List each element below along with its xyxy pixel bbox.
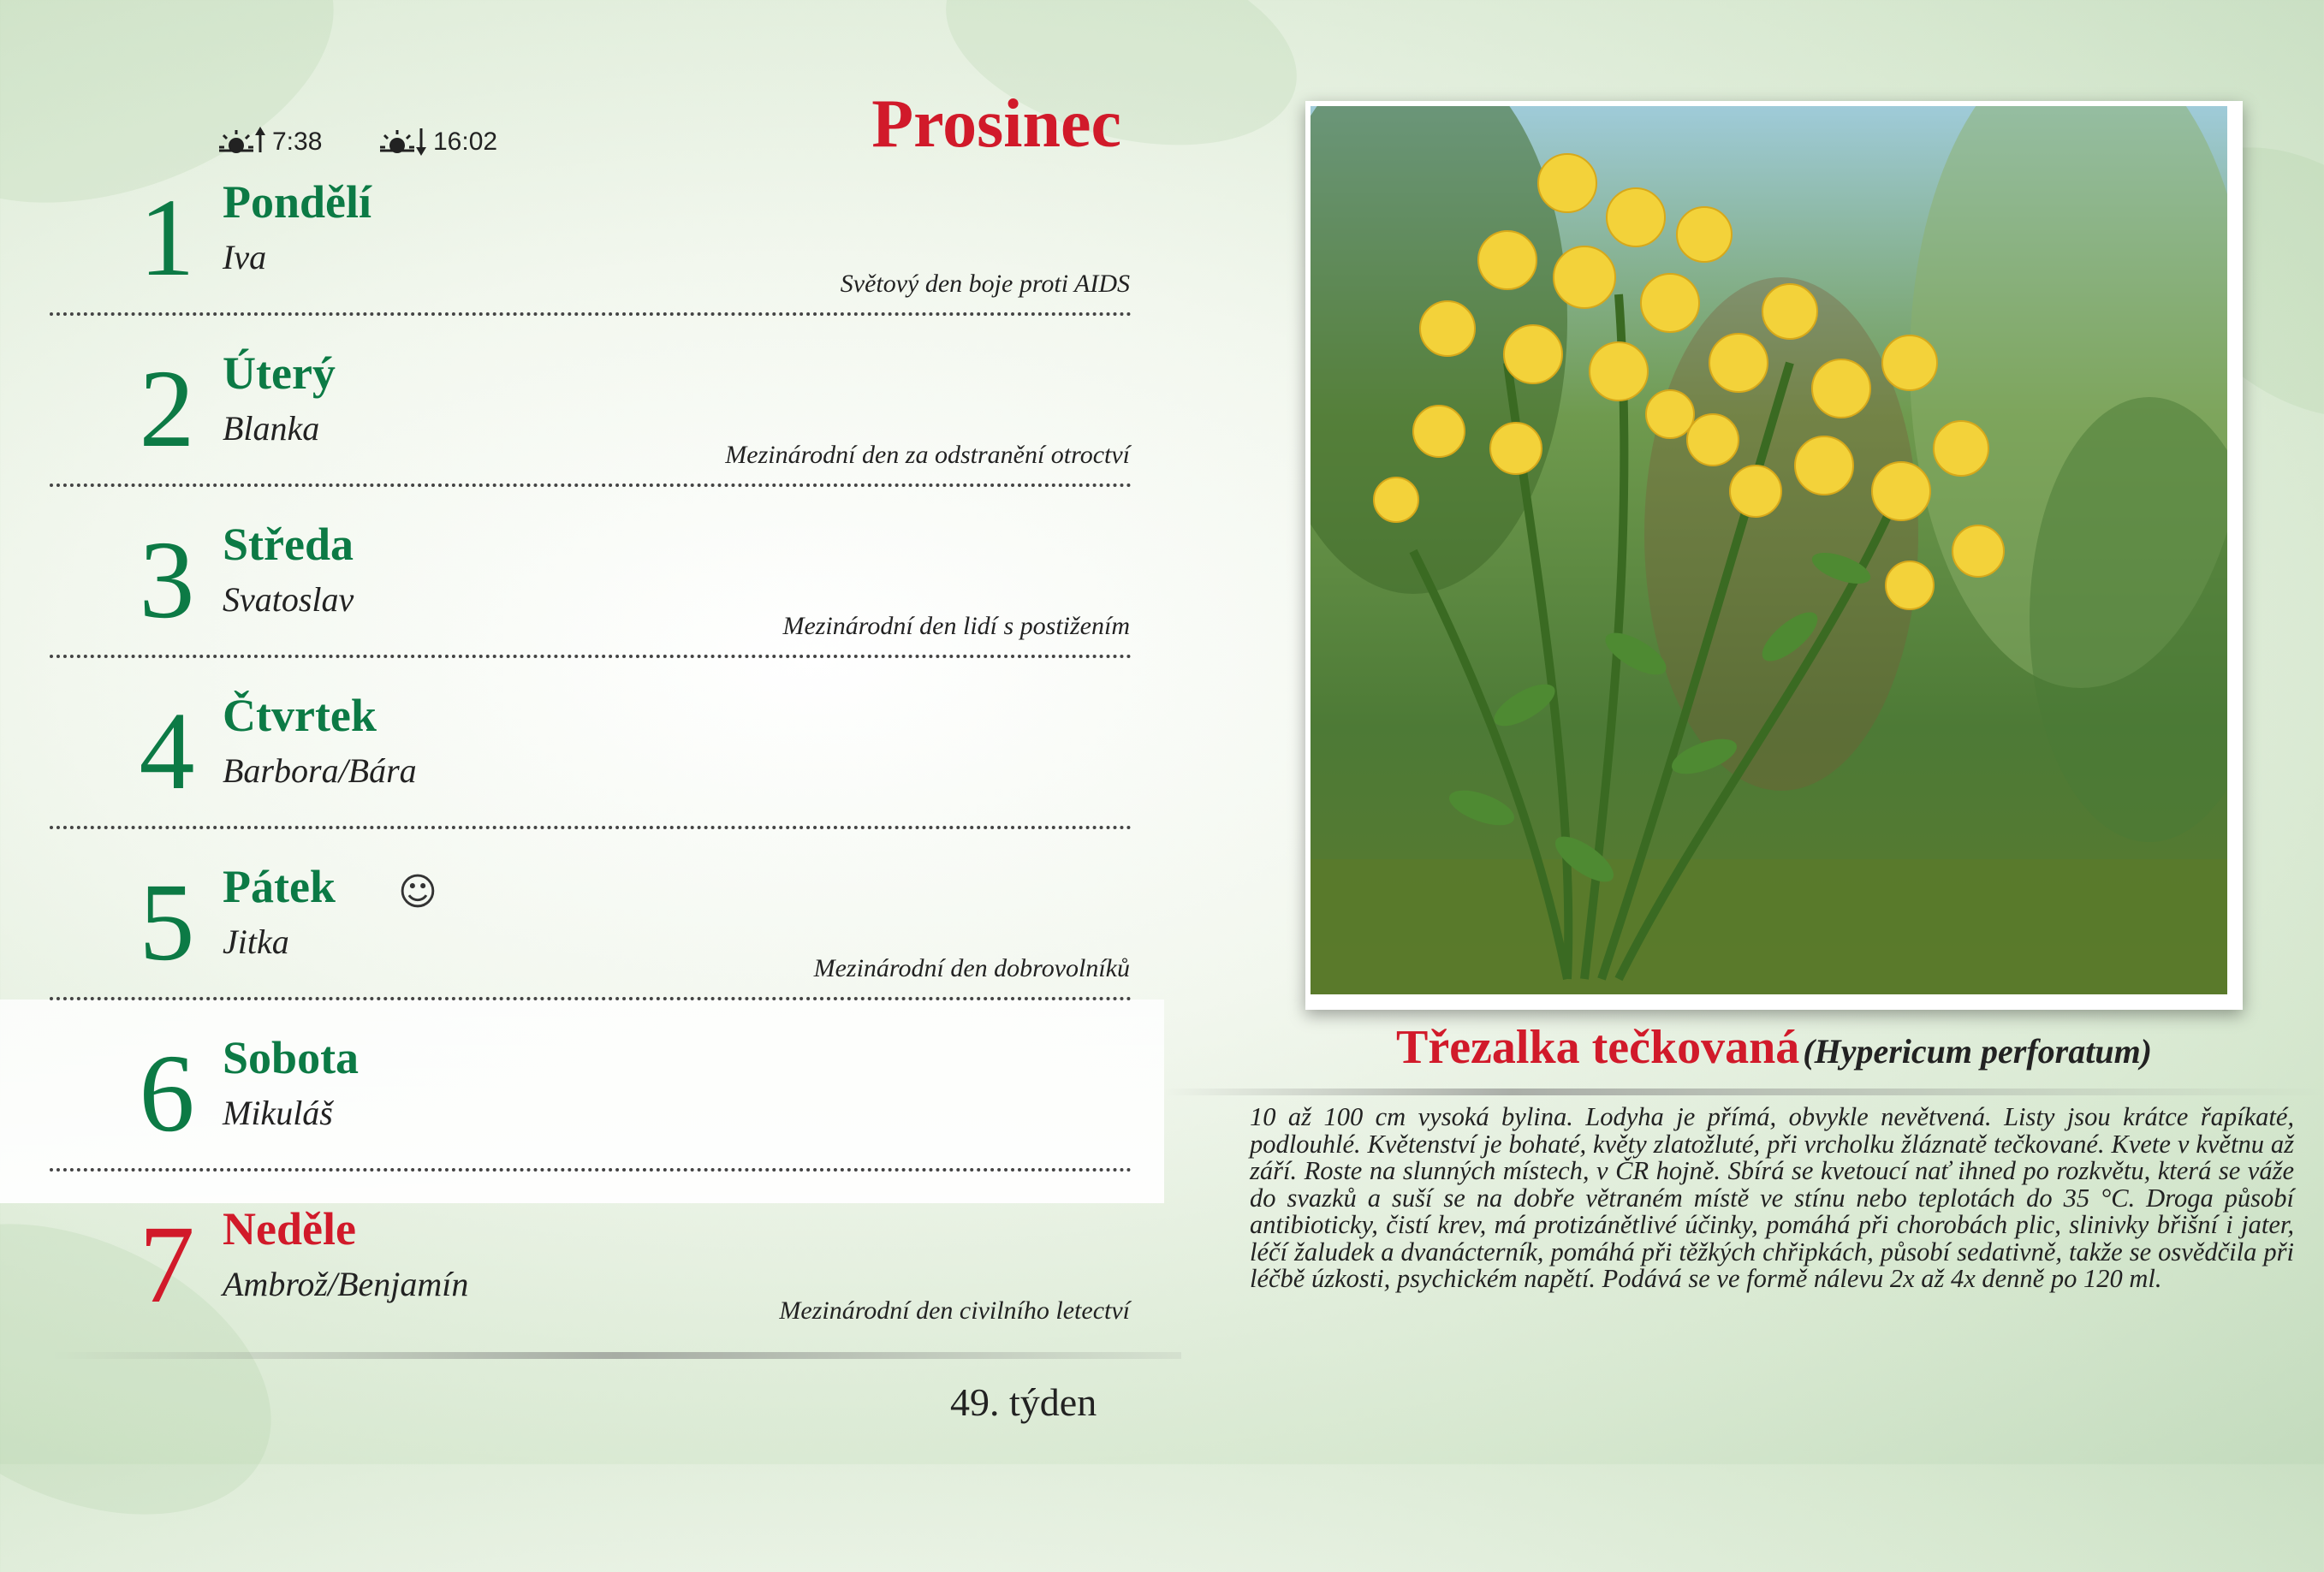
- smiley-icon: ☺: [398, 870, 437, 914]
- dotted-divider: [50, 655, 1132, 658]
- month-title: Prosinec: [871, 86, 1121, 162]
- day-entry: [120, 1031, 1130, 1202]
- name-day: Iva: [223, 238, 267, 276]
- event-note: Mezinárodní den za odstranění otroctví: [725, 441, 1130, 469]
- event-note: Mezinárodní den dobrovolníků: [813, 954, 1130, 982]
- name-day: Mikuláš: [223, 1094, 333, 1132]
- weekday: Čtvrtek: [223, 690, 377, 741]
- plant-description: 10 až 100 cm vysoká bylina. Lodyha je přímá, obvykle nevětvená. Listy jsou krátce řapíkaté, podlouhlé. Květenství je bohaté, květy zlatožluté, při vrcholku žláznatě tečkované. Kvete v květnu až září. Roste na slunných místech, v ČR hojně. Sbírá se kvetoucí nať ihned po rozkvětu, která se váže do svazků a suší se na dobře větraném místě ve stínu nebo teplotách do 35 °C. Droga působí antibioticky, čistí krev, má protizánětlivé účinky, pomáhá při chorobách plic, slinivky břišní i jater, léčí žaludek a dvanácterník, pomáhá při těžkých chřipkách, působí sedativně, takže se osvědčila při léčbě úzkosti, psychickém napětí. Podává se ve formě nálevu 2x až 4x denně po 120 ml.: [1250, 1102, 2294, 1293]
- plant-illustration: [1305, 101, 2243, 1010]
- event-note: Mezinárodní den civilního letectví: [779, 1296, 1130, 1325]
- caption-divider: [1164, 1089, 2324, 1095]
- event-note: Mezinárodní den lidí s postižením: [782, 612, 1130, 640]
- dotted-divider: [50, 1168, 1132, 1172]
- name-day: Blanka: [223, 409, 320, 448]
- day-entry: [120, 860, 1130, 1031]
- weekday: Pátek: [223, 861, 336, 912]
- day-number: 7: [139, 1203, 195, 1326]
- weekday: Neděle: [223, 1203, 356, 1255]
- weekday: Úterý: [223, 347, 336, 399]
- sunrise-time: [216, 123, 322, 161]
- sunrise-icon: [216, 125, 267, 159]
- name-day: Svatoslav: [223, 580, 354, 619]
- name-day: Ambrož/Benjamín: [223, 1265, 469, 1303]
- day-entry: [120, 518, 1130, 689]
- dotted-divider: [50, 483, 1132, 487]
- event-note: Světový den boje proti AIDS: [840, 270, 1130, 298]
- week-number: 49. týden: [950, 1380, 1097, 1424]
- sunset-time: [377, 123, 497, 161]
- bottom-divider: [51, 1352, 1181, 1359]
- plant-image: [1311, 106, 2227, 994]
- day-number: 4: [139, 690, 195, 813]
- weekday: Středa: [223, 519, 354, 570]
- day-number: 2: [139, 347, 195, 471]
- day-entry: [120, 347, 1130, 518]
- day-entry: [120, 689, 1130, 860]
- day-entry: [120, 1202, 1130, 1373]
- dotted-divider: [50, 312, 1132, 316]
- plant-caption: [1305, 1020, 2243, 1075]
- name-day: Barbora/Bára: [223, 751, 417, 790]
- day-entry: [120, 175, 1130, 347]
- day-number: 5: [139, 861, 195, 984]
- plant-name-cz: Třezalka tečkovaná: [1395, 1021, 1800, 1074]
- sunrise-time-value: 7:38: [272, 128, 323, 156]
- dotted-divider: [50, 997, 1132, 1000]
- name-day: Jitka: [223, 922, 289, 961]
- sunset-time-value: 16:02: [433, 128, 498, 156]
- dotted-divider: [50, 826, 1132, 829]
- sunset-icon: [377, 125, 428, 159]
- day-number: 3: [139, 519, 195, 642]
- day-number: 6: [139, 1032, 195, 1155]
- weekday: Pondělí: [223, 176, 372, 228]
- day-number: 1: [139, 176, 195, 300]
- plant-name-latin: (Hypericum perforatum): [1803, 1032, 2152, 1071]
- weekday: Sobota: [223, 1032, 360, 1083]
